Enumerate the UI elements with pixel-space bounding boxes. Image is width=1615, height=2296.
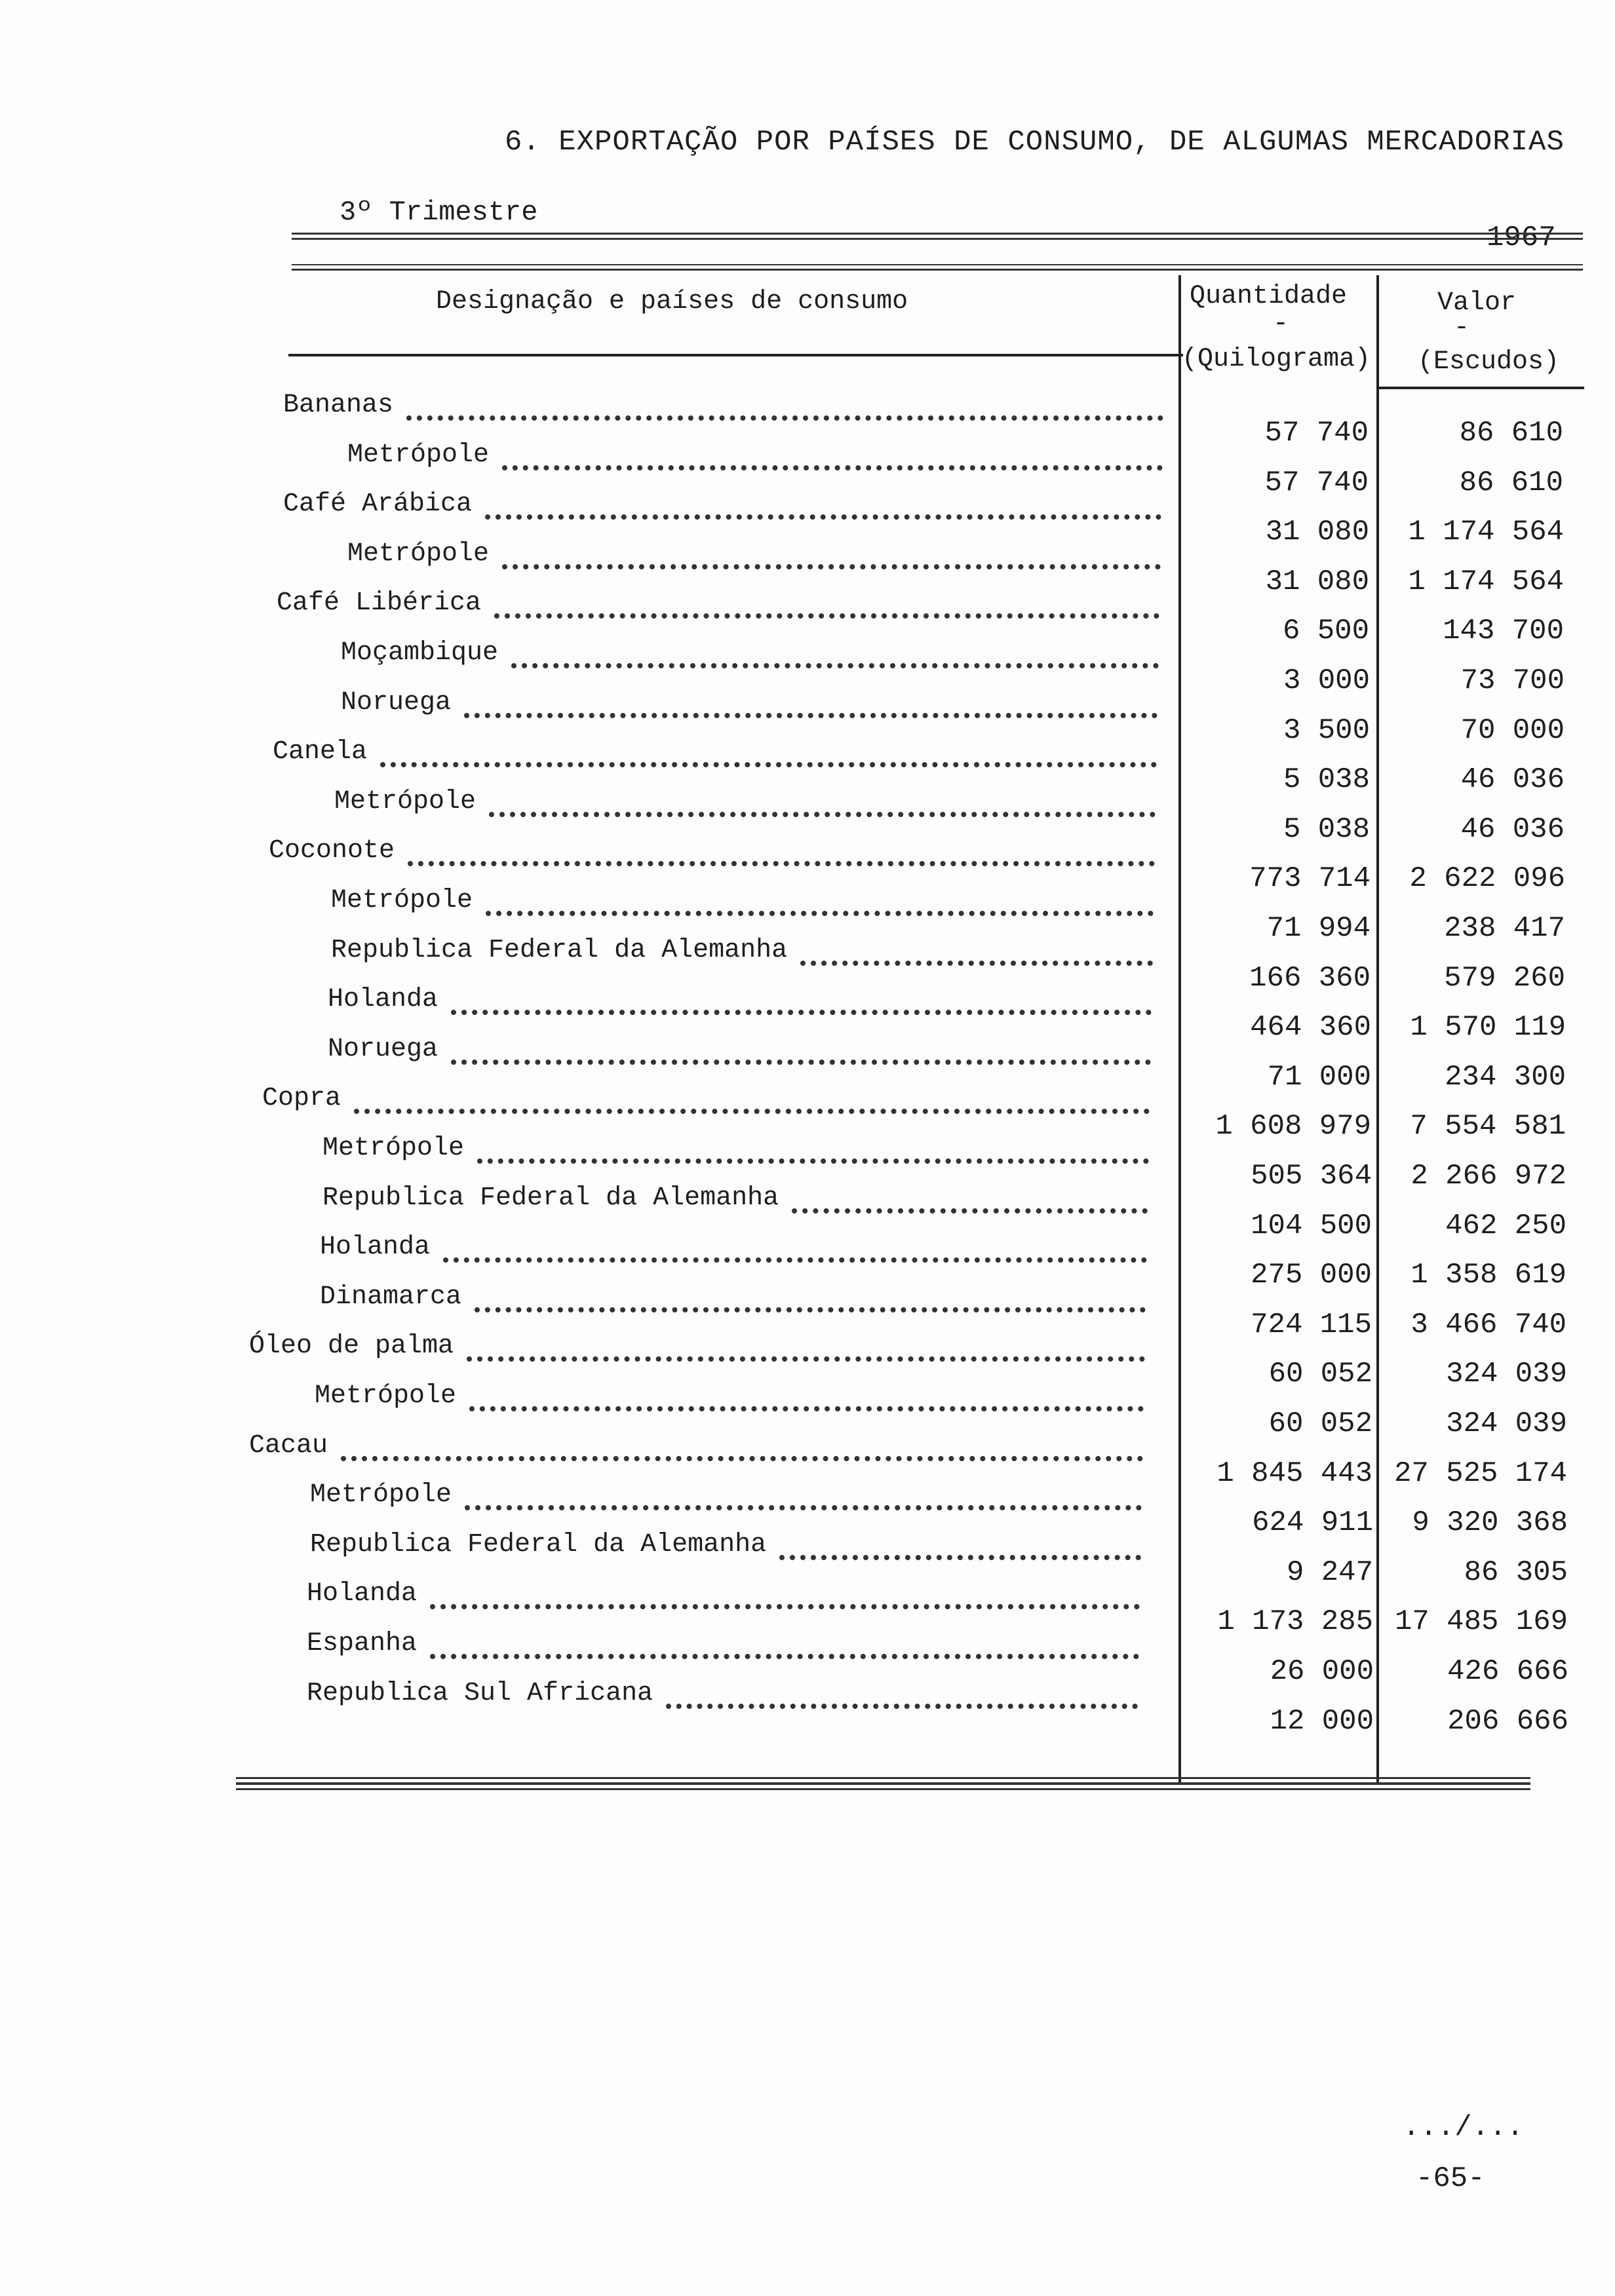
leader-dots bbox=[475, 1307, 1146, 1312]
row-label: Coconote bbox=[269, 836, 395, 866]
value-cell: 324 039 bbox=[1446, 1358, 1567, 1391]
quantity-cell: 104 500 bbox=[1251, 1209, 1372, 1242]
value-cell: 70 000 bbox=[1460, 714, 1565, 747]
quantity-cell: 5 038 bbox=[1283, 763, 1370, 797]
leader-dots bbox=[430, 1654, 1139, 1659]
row-label: Noruega bbox=[328, 1034, 438, 1064]
row-label: Metrópole bbox=[334, 786, 477, 816]
header-quantity: Quantidade bbox=[1190, 282, 1348, 311]
header-value-dash: - bbox=[1454, 313, 1470, 343]
value-cell: 46 036 bbox=[1460, 813, 1565, 846]
leader-dots bbox=[443, 1257, 1147, 1263]
leader-dots bbox=[502, 564, 1161, 569]
row-label: Café Libérica bbox=[277, 588, 482, 619]
quantity-cell: 624 911 bbox=[1252, 1506, 1373, 1540]
value-cell: 73 700 bbox=[1460, 664, 1565, 697]
row-label: Metrópole bbox=[347, 539, 490, 569]
leader-dots bbox=[464, 713, 1158, 718]
row-label: Metrópole bbox=[315, 1381, 457, 1411]
leader-dots bbox=[469, 1406, 1144, 1411]
row-label: Café Arábica bbox=[283, 489, 473, 520]
leader-dots bbox=[467, 1356, 1145, 1362]
quantity-cell: 9 247 bbox=[1286, 1556, 1373, 1589]
row-label: Bananas bbox=[283, 391, 394, 420]
quantity-cell: 505 364 bbox=[1251, 1160, 1372, 1193]
header-value: Valor bbox=[1437, 288, 1517, 318]
value-cell: 17 485 169 bbox=[1394, 1605, 1568, 1639]
row-label: Metrópole bbox=[322, 1134, 465, 1163]
quantity-cell: 6 500 bbox=[1282, 615, 1369, 648]
quantity-cell: 71 000 bbox=[1267, 1060, 1371, 1094]
value-cell: 234 300 bbox=[1445, 1060, 1566, 1094]
leader-dots bbox=[354, 1109, 1150, 1114]
header-underline-right bbox=[1378, 387, 1584, 389]
leader-dots bbox=[666, 1704, 1138, 1709]
leader-dots bbox=[451, 1060, 1151, 1065]
row-label: Noruega bbox=[341, 687, 452, 718]
quantity-cell: 5 038 bbox=[1283, 813, 1370, 846]
value-cell: 27 525 174 bbox=[1393, 1457, 1567, 1490]
year-label: 1967 bbox=[1487, 221, 1556, 254]
value-cell: 46 036 bbox=[1460, 763, 1565, 797]
leader-dots bbox=[494, 613, 1159, 619]
row-label: Metrópole bbox=[347, 440, 490, 470]
quantity-cell: 3 500 bbox=[1283, 714, 1370, 747]
value-cell: 1 358 619 bbox=[1411, 1259, 1566, 1292]
leader-dots bbox=[511, 663, 1159, 668]
leader-dots bbox=[800, 961, 1153, 966]
leader-dots bbox=[451, 1010, 1152, 1015]
page-number: -65- bbox=[1416, 2162, 1485, 2195]
row-label: Espanha bbox=[307, 1629, 418, 1658]
quantity-cell: 166 360 bbox=[1249, 961, 1371, 995]
quantity-cell: 31 080 bbox=[1265, 516, 1369, 549]
quantity-cell: 464 360 bbox=[1250, 1011, 1371, 1044]
value-cell: 2 266 972 bbox=[1411, 1160, 1566, 1193]
quantity-cell: 26 000 bbox=[1270, 1655, 1374, 1688]
quantity-cell: 724 115 bbox=[1251, 1308, 1372, 1341]
row-label: Republica Federal da Alemanha bbox=[322, 1183, 779, 1213]
row-label: Republica Sul Africana bbox=[307, 1678, 653, 1708]
value-cell: 86 610 bbox=[1459, 466, 1563, 499]
quantity-cell: 12 000 bbox=[1270, 1704, 1374, 1738]
value-cell: 9 320 368 bbox=[1412, 1506, 1568, 1540]
leader-dots bbox=[792, 1208, 1148, 1214]
leader-dots bbox=[485, 514, 1161, 520]
header-value-unit: (Escudos) bbox=[1418, 347, 1560, 377]
value-cell: 86 305 bbox=[1464, 1556, 1568, 1589]
leader-dots bbox=[502, 465, 1163, 470]
column-divider-1 bbox=[1178, 275, 1181, 1782]
row-label: Óleo de palma bbox=[249, 1331, 454, 1362]
bottom-rule-2 bbox=[236, 1784, 1530, 1790]
quantity-cell: 31 080 bbox=[1265, 565, 1369, 598]
quantity-cell: 1 173 285 bbox=[1217, 1605, 1373, 1639]
leader-dots bbox=[406, 415, 1163, 421]
row-label: Dinamarca bbox=[320, 1282, 462, 1312]
row-label: Republica Federal da Alemanha bbox=[331, 935, 788, 965]
value-cell: 206 666 bbox=[1447, 1704, 1568, 1738]
value-cell: 1 174 564 bbox=[1408, 565, 1564, 598]
quantity-cell: 57 740 bbox=[1264, 417, 1369, 450]
row-label: Holanda bbox=[320, 1233, 431, 1263]
row-label: Holanda bbox=[307, 1579, 418, 1609]
value-cell: 86 610 bbox=[1459, 417, 1563, 450]
value-cell: 324 039 bbox=[1446, 1407, 1567, 1440]
value-cell: 7 554 581 bbox=[1410, 1110, 1566, 1143]
leader-dots bbox=[341, 1456, 1143, 1461]
leader-dots bbox=[430, 1604, 1140, 1609]
value-cell: 3 466 740 bbox=[1411, 1308, 1566, 1341]
row-label: Metrópole bbox=[331, 886, 473, 915]
leader-dots bbox=[408, 861, 1155, 866]
quantity-cell: 71 994 bbox=[1266, 912, 1371, 945]
leader-dots bbox=[489, 812, 1156, 817]
table-title: 6. EXPORTAÇÃO POR PAÍSES DE CONSUMO, DE ALGUMAS MERCADORIAS bbox=[505, 126, 1565, 159]
row-label: Moçambique bbox=[341, 638, 499, 668]
row-label: Republica Federal da Alemanha bbox=[310, 1529, 767, 1559]
quantity-cell: 60 052 bbox=[1268, 1358, 1372, 1391]
value-cell: 462 250 bbox=[1445, 1209, 1566, 1242]
value-cell: 426 666 bbox=[1447, 1655, 1568, 1688]
value-cell: 238 417 bbox=[1444, 912, 1565, 945]
quantity-cell: 275 000 bbox=[1251, 1259, 1372, 1292]
quantity-cell: 1 608 979 bbox=[1215, 1110, 1371, 1143]
leader-dots bbox=[380, 762, 1157, 767]
continuation-mark: .../... bbox=[1403, 2111, 1524, 2144]
value-cell: 2 622 096 bbox=[1409, 862, 1565, 896]
value-cell: 143 700 bbox=[1443, 615, 1564, 648]
column-divider-2 bbox=[1376, 275, 1379, 1782]
header-designation: Designação e países de consumo bbox=[436, 287, 908, 316]
quantity-cell: 1 845 443 bbox=[1216, 1457, 1372, 1490]
top-rule-2 bbox=[292, 264, 1583, 271]
value-cell: 1 174 564 bbox=[1408, 516, 1564, 549]
leader-dots bbox=[465, 1505, 1142, 1510]
top-double-rule bbox=[292, 233, 1583, 240]
quantity-cell: 3 000 bbox=[1283, 664, 1370, 697]
quantity-cell: 60 052 bbox=[1268, 1407, 1372, 1440]
row-label: Cacau bbox=[249, 1430, 328, 1461]
value-cell: 1 570 119 bbox=[1410, 1011, 1566, 1044]
row-label: Holanda bbox=[328, 985, 438, 1015]
row-label: Metrópole bbox=[310, 1480, 452, 1510]
value-cell: 579 260 bbox=[1444, 961, 1565, 995]
quantity-cell: 57 740 bbox=[1264, 466, 1369, 499]
header-quantity-unit: (Quilograma) bbox=[1182, 345, 1371, 374]
row-label: Copra bbox=[262, 1084, 341, 1114]
header-quantity-dash: - bbox=[1273, 309, 1289, 339]
leader-dots bbox=[779, 1555, 1141, 1560]
leader-dots bbox=[477, 1158, 1149, 1164]
row-label: Canela bbox=[273, 737, 368, 767]
period-label: 3º Trimestre bbox=[340, 197, 538, 228]
header-underline-left bbox=[288, 354, 1183, 356]
quantity-cell: 773 714 bbox=[1249, 862, 1371, 896]
leader-dots bbox=[486, 911, 1154, 916]
